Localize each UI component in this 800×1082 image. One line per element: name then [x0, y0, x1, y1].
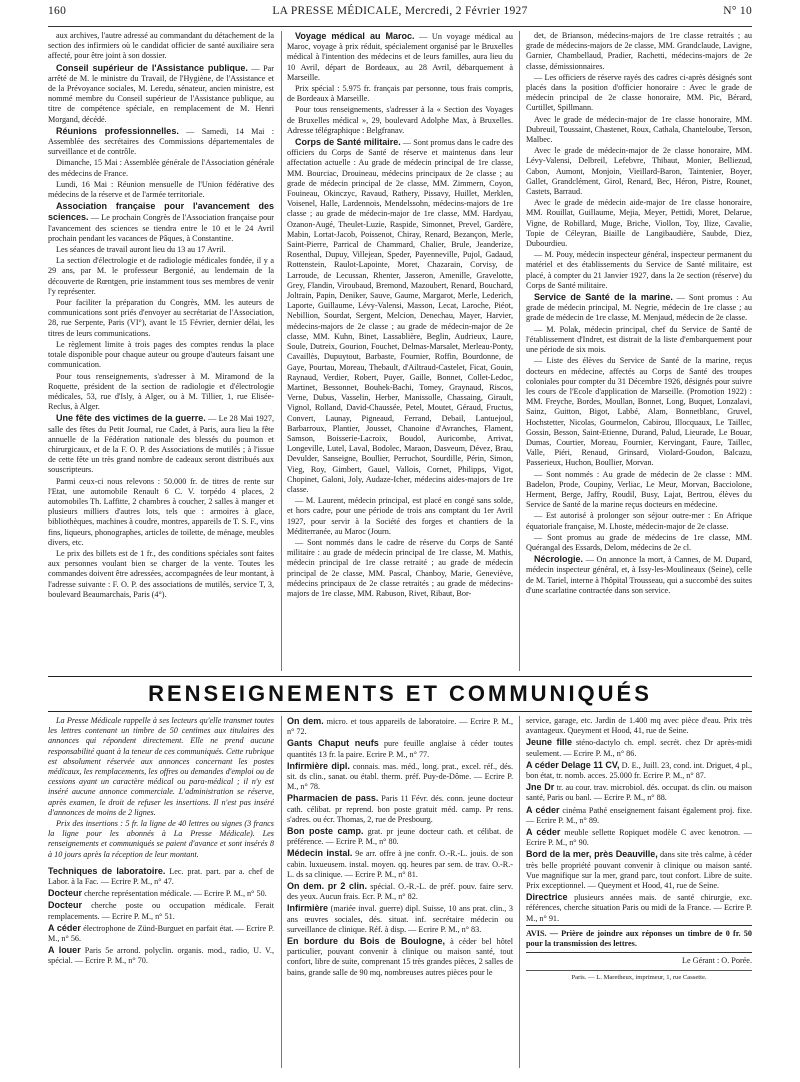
classified-ad-heading: A louer	[48, 945, 81, 956]
news-item-heading: Nécrologie.	[534, 554, 584, 565]
classified-ad-text: à céder bel hôtel particulier, pouvant convenir à clinique ou maison santé, tout confort, libre de suite, comprenant 15 très grandes pièces, 2 salles de bains, grande salle de 90 mq, nombreuses autres pièces pour le	[287, 937, 513, 977]
classified-ad-heading: Directrice	[526, 892, 568, 903]
classified-ad-heading: Gants Chaput neufs	[287, 738, 379, 749]
classified-ad-heading: Jne Dr	[526, 782, 555, 793]
ads-list-2	[287, 716, 513, 978]
classified-ad	[526, 716, 752, 736]
news-item-heading: Service de Santé de la marine.	[534, 292, 673, 303]
classified-ad-heading: Docteur	[48, 888, 83, 899]
classified-ad-heading: Infirmière dipl.	[287, 760, 350, 771]
news-item-text: — Samedi, 14 Mai : Assemblée des secrétaires des Commissions départementales de surveillance et de contrôle.	[48, 126, 274, 157]
classified-ad-heading: A céder	[526, 827, 561, 838]
classified-ad-heading: A céder Delage 11 CV,	[526, 759, 620, 770]
classified-ad-text: pure feuille anglaise à céder toutes quantités 13 fr. la paire. Ecrire P. M., n° 77.	[287, 739, 513, 759]
news-item	[287, 105, 513, 136]
news-item-heading: Corps de Santé militaire.	[295, 137, 401, 148]
classified-ad-heading: Bon poste camp.	[287, 826, 364, 837]
news-item-text: Dimanche, 15 Mai : Assemblée générale de l'Association générale des médecins de France.	[48, 158, 274, 178]
news-item-text: — On annonce la mort, à Cannes, de M. Dupard, médecin inspecteur général, et, à Issy-les-Moulineaux (Seine), celle de M. Tariel, interne à l'hôpital Trousseau, qui a succombé des suites d'une scarlatine contractée dans son service.	[526, 555, 752, 595]
news-item-text: — Le prochain Congrès de l'Association française pour l'avancement des sciences se tiendra entre le 10 et le 24 Avril prochain pendant les vacances de Pâques, à Constantine.	[48, 213, 274, 243]
classified-ad-heading: Infirmière	[287, 903, 329, 914]
column-divider	[519, 31, 520, 671]
classified-ad-text: plusieurs années mais. de santé chirurgie, exc. références, cherche situation Paris ou midi de la France. — Ecrire P. M., n° 91.	[526, 893, 752, 923]
classified-ad-text: électrophone de Zünd-Burguet en parfait état. — Ecrire P. M., n° 56.	[48, 923, 274, 944]
news-item-text: — M. Pouy, médecin inspecteur général, inspecteur permanent du matériel et des établissements du Service de Santé militaire, est placé, à compter du 21 Janvier 1927, dans la 2e section (réserve) du Corps de Santé militaire.	[526, 250, 752, 290]
classified-ad	[526, 760, 752, 781]
news-item-text: — Sont promus : Au grade de médecin principal, M. Negrie, médecin de 1re classe ; au grade de médecin de 1re classe, M. Menjaud, médecin de 2e classe.	[526, 293, 752, 323]
classified-ad-text: D. E., Juill. 23, cond. int. Driguet, 4 pl., bon état, tr. nomb. acces. 25.000 fr. Ecrire P. M., n° 87.	[526, 760, 752, 781]
classified-ad	[526, 782, 752, 803]
avis-notice: AVIS. — Prière de joindre aux réponses un timbre de 0 fr. 50 pour la transmission des lettres.	[526, 925, 752, 953]
news-item-text: — M. Polak, médecin principal, chef du Service de Santé de l'établissement d'Indret, est distrait de la liste d'embarquement pour une période de six mois.	[526, 324, 752, 355]
news-item-text: — M. Laurent, médecin principal, est placé en congé sans solde, et hors cadre, pour une période de trois ans comptant du 1er Avril 1927, pour servir à la Société des forges et chantiers de la Méditerranée, au Maroc (Journ.	[287, 496, 513, 536]
news-item-text: — Sont promus au grade de médecins de 1re classe, MM. Quérangal des Essards, Delom, médecins de 2e cl.	[526, 532, 752, 552]
news-item-text: Parmi ceux-ci nous relevons : 50.000 fr. de titres de rente sur l'Etat, une automobile Renault 6 C. V. torpédo 4 places, 2 automobiles Th. Laffitte, 2 chambres à coucher, 2 salles à manger et plusieurs milliers d'autres lots, tels que : armoires à glace, bibliothèques, machines à coudre, montres, appareils de T. S. F., vins fins, liqueurs, phonographes, articles de toilette, de ménage, meubles divers, etc.	[48, 476, 274, 547]
news-item-heading: Une fête des victimes de la guerre.	[56, 413, 206, 424]
classified-ad	[48, 888, 274, 899]
classified-ad-text: cinéma Pathé enseignement faisant également proj. fixe. — Ecrire P. M., n° 89.	[526, 805, 752, 825]
classified-ad	[526, 805, 752, 826]
classified-ad	[48, 866, 274, 887]
news-item	[526, 511, 752, 531]
column-divider	[519, 716, 520, 1068]
news-item-text: Le règlement limite à trois pages des comptes rendus la place totale disponible pour chaque auteur ou groupe d'auteurs faisant une communication.	[48, 339, 274, 370]
classified-ad-text: micro. et tous appareils de laboratoire. — Ecrire P. M., n° 72.	[287, 717, 513, 737]
classified-ad-text: cherche poste ou occupation médicale. Ferait remplacements. — Ecrire P. M., n° 51.	[48, 901, 274, 921]
classified-ad	[287, 716, 513, 737]
issue-number: N° 10	[723, 5, 752, 17]
classified-ad-heading: Pharmacien de pass.	[287, 793, 379, 804]
classified-ad	[526, 892, 752, 924]
news-item	[526, 292, 752, 324]
classified-ad-text: (mariée inval. guerre) dipl. Suisse, 10 ans prat. clin., 3 ans œuvres sociales, dés. situat. inf. secrétaire médecin ou surveillance de clinique. Réf. à disp. — Ecrire P. M., n° 83.	[287, 904, 513, 934]
classified-ad-heading: Médecin instal.	[287, 848, 353, 859]
news-item-text: Pour tous renseignements, s'adresser à la « Section des Voyages de Bruxelles médical », 29, boulevard Adolphe Max, à Bruxelles. Adresse télégraphique : Belgfranav.	[287, 105, 513, 135]
running-title: LA PRESSE MÉDICALE, Mercredi, 2 Février 1927	[272, 5, 528, 17]
classified-ad-text: Paris 5e arrond. polyclin. organis. mod., radio, U. V., spécial. — Ecrire P. M., n° 70.	[48, 946, 274, 966]
news-item-text: Le prix des billets est de 1 fr., des conditions spéciales sont faites aux personnes voulant bien se charger de la vente. Toutes les commandes doivent être adressées, accompagnées de leur montant, à l'adresse suivante : F. O. P. des associations de mutilés, service T, 3, boulevard Beaumarchais, Paris (4°).	[48, 548, 274, 599]
classified-ad-text: tr. au cour. trav. microbiol. dés. occupat. ds clin. ou maison santé, Paris ou banl. — Ecrire P. M., n° 88.	[526, 783, 752, 803]
news-item	[48, 180, 274, 200]
ads-list-3	[526, 716, 752, 924]
news-item	[48, 372, 274, 413]
news-item-text: — Un voyage médical au Maroc, voyage à prix réduit, spécialement organisé par le Bruxelles médical à l'intention des médecins et de leurs familles, aura lieu du 10 Avril, départ de Bordeaux, au 28 Avril, débarquement à Marseille.	[287, 32, 513, 82]
classified-ad-text: Paris 11 Févr. dés. conn. jeune docteur cath. célibat. pr reprend. bon poste gratuit méd. camp. Pr rens. s'adres. ou écr. Thomas, 2, rue de Presbourg.	[287, 794, 513, 824]
news-item	[526, 325, 752, 356]
news-item	[526, 554, 752, 596]
news-item-text: Lundi, 16 Mai : Réunion mensuelle de l'Union fédérative des médecins de la réserve et de l'armée territoriale.	[48, 179, 274, 200]
news-item-text: Pour tous renseignements, s'adresser à M. Miramond de la Roquette, président de la section de radiologie et d'électrologie médicales, 53, rue d'Isly, à Alger, ou à M. Tillier, 1, rue Elisée-Reclus, à Alger.	[48, 371, 274, 412]
gerant-signature: Le Gérant : O. Porée.	[681, 956, 752, 966]
running-header	[48, 0, 752, 27]
news-item-text: Avec le grade de médecin aide-major de 1re classe honoraire, MM. Rouillat, Guillaume, Mejia, Meyer, Pettidi, Moret, Delarue, Vigne, de Robillard, Muge, Briche, Viollon, Toy, Ilize, Cavalie, Topie de Céleyran, Biaille de Langibaudière, Saubde, Diez, Dubourdieu.	[526, 198, 752, 249]
classified-ad-heading: Jeune fille	[526, 737, 572, 748]
classified-ad	[287, 738, 513, 759]
section-banner-title: RENSEIGNEMENTS ET COMMUNIQUÉS	[148, 681, 652, 706]
classified-ad	[48, 945, 274, 966]
news-item-text: Pour faciliter la préparation du Congrès, MM. les auteurs de communications sont priés d'envoyer au secrétariat de l'Association, 28, rue Serpente, Paris (VI°), avant le 15 Février, dernier délai, les titres de leurs communications.	[48, 298, 274, 338]
classified-ad	[287, 881, 513, 902]
news-column-3	[526, 31, 752, 671]
classified-ad	[287, 826, 513, 847]
news-item-text: Prix spécial : 5.975 fr. français par personne, tous frais compris, de Bordeaux à Marseille.	[287, 84, 513, 104]
news-item-text: — Le 28 Mai 1927, salle des fêtes du Petit Journal, rue Cadet, à Paris, aura lieu la fête annuelle de la Fédération nationale des blessés du poumon et chirurgicaux, et de la F. O. P. des Associations de mutilés ; à l'issue de cette fête un très grand nombre de cadeaux seront distribués aux souscripteurs.	[48, 414, 274, 475]
classified-ad	[526, 849, 752, 891]
notice-paragraph: La Presse Médicale rappelle à ses lecteurs qu'elle transmet toutes les lettres contenant un timbre de 50 centimes aux titulaires des annonces qui répondent directement. Elle ne prend aucune responsabilité quant à la teneur de ces communiqués. Cette rubrique est absolument réservée aux annonces concernant les postes médicaux, les remplacements, les offres ou demandes d'emploi ou de cessions ayant un caractère médical ou para-médical ; il n'y est inséré aucune annonce commerciale. L'administration se réserve, après examen, le droit de refuser les insertions. Il n'est pas inséré d'annonces de moins de 2 lignes.	[48, 716, 274, 817]
news-item	[526, 31, 752, 72]
news-item	[48, 245, 274, 255]
news-item-heading: Réunions professionnelles.	[56, 125, 179, 136]
classified-ad-text: grat. pr jeune docteur cath. et célibat. de préférence. — Ecrire P. M., n° 80.	[287, 827, 513, 847]
news-item	[48, 340, 274, 371]
classified-ad	[287, 848, 513, 880]
column-divider	[281, 716, 282, 1068]
news-item	[287, 496, 513, 537]
classified-ad-heading: Bord de la mer, près Deauville,	[526, 849, 658, 860]
classified-ad-heading: Techniques de laboratoire.	[48, 865, 166, 876]
classified-ad	[526, 737, 752, 758]
news-item	[287, 137, 513, 495]
classified-ad	[526, 827, 752, 848]
news-item	[526, 115, 752, 146]
news-item-text: aux archives, l'autre adressé au commandant du détachement de la section des infirmiers où le candidat officier de santé auxiliaire sera affecté, pour être joint à son dossier.	[48, 31, 274, 61]
news-item	[287, 84, 513, 104]
news-item	[526, 470, 752, 511]
classified-ad-text: cherche représentation médicale. — Ecrire P. M., n° 50.	[84, 889, 267, 899]
classified-ad	[287, 793, 513, 825]
classified-ad-heading: Docteur	[48, 900, 83, 911]
news-item	[48, 256, 274, 297]
notice-paragraph: Prix des insertions : 5 fr. la ligne de 40 lettres ou signes (3 francs la ligne pour les abonnés à La Presse Médicale). Les renseignements et communiqués se paient d'avance et sont insérés 8 à 10 jours après la réception de leur montant.	[48, 819, 274, 859]
news-item-text: — Liste des élèves du Service de Santé de la marine, reçus docteurs en médecine, affectés au Corps de Santé des troupes coloniales pour compter du 31 Décembre 1926, désignés pour suivre les cours de l'Ecole d'application de Marseille. (Promotion 1922) : MM. Freyche, Bordes, Moullan, Bonnet, Long, Buquet, Lonzalavi, Sainz, Guitton, Bigot, Labbé, Alam, Bonnetblanc, Gruvel, Hochstetter, Nicolas, Gourmelon, Cabirou, Illocquaux, Le Taillec, Gossin, Besson, Saint-Etienne, Durand, Palud, Lieurade, Le Bouar, Dumas, Courtier, Moreau, Fournier, Kervingant, Faure, Taillec, Valle, Piéri, Renaud, Grinsard, Violard-Goudon, Balcazu, Passerieux, Huchon, Boullier, Morvan.	[526, 356, 752, 468]
news-item	[526, 250, 752, 291]
news-item-heading: Voyage médical au Maroc.	[295, 31, 415, 41]
news-item	[526, 198, 752, 249]
news-item	[48, 126, 274, 158]
news-item-text: — Les officiers de réserve rayés des cadres ci-après désignés sont placés dans la position d'officier honoraire : Avec le grade de médecin principal de 2e classe honoraire, MM. Pic, Bérard, Curtillet, Spillmann.	[526, 72, 752, 113]
news-item-text: — Sont promus dans le cadre des officiers du Corps de Santé de réserve et maintenus dans leur affectation actuelle : Au grade de médecin principal de 1re classe, MM. Bourciac, Drouineau, médecins principaux de 2e classe ; au grade de médecin principal de 2e classe, MM. Zimmern, Coyon, Fouineau, Okinczyc, Ravaud, Rathery, Pissavy, Huillet, Merklen, Voisenel, Halle, Lardennois, Mendelssohn, médecins-majors de 1re classe ; au grade de médecin-major de 1re classe, MM. Hardyau, Ozanon-Augé, Theulet-Luzie, Raspide, Simonnet, Prevel, Gardère, Mabin, Lortat-Jacob, Poissenot, Chiray, Renard, Bezançon, Merle, Saint-Pierre, Parrical de Chammard, Chalier, Brule, Jeanderize, Rosenthal, Dupuy, Villejean, Speder, Payenneville, Pujol, Gadaud, Rottenstein, Raulot-Lapointe, Moret, Chazarain, Corvisy, de Larroude, de Lecussan, Rhenter, Jasseron, Amenille, Gravelotte, Grey, Flandin, Viroubaud, Bremond, Mazoubert, Renard, Bouchard, Joltrain, Papin, Deniker, Sauve, Gaume, Margarot, Merle, Lederich, Laporte, Guillaume, Lévy-Valensi, Masson, Lecat, Laroche, Piéot, Nebillion, Sourdat, Sergent, Melcion, Denechau, Mayer, Harvier, médecins-majors de 2e classe ; au grade de médecin-major de 2e classe, MM. Kuhn, Binet, Lassablière, Beglin, Audrieux, Laure, Soule, Dutreix, Gourion, Fouchet, Delmas-Marsalet, Merleau-Ponty, Cavaillès, Dupuytout, Barbaste, Fournier, Roffin, Bourdonne, de Gaye, Pourtau, Moreau, Thebault, d'Ailtraud-Castelet, Ficat, Gouin, Raynaud, Verdier, Robert, Puyer, Gaille, Bonnet, Collet-Ledoc, Martinet, Bessonnet, Bouhek-Bachi, Tomey, Graynaud, Riscos, Verne, Dubus, Vasselin, Herber, Manissolle, Chassaing, Girault, Vignol, Rolland, David-Chaussée, Petel, Moutet, Géraud, Fructus, Convert, Launay, Pigneaud, Ferrand, Debail, Lantuejoul, Barbarroux, Plantier, Jousset, Chanoine d'Avranches, Flament, Samson, Boisserie-Lacroix, Boudol, Auricombe, Arrivat, Longeville, Lutel, Laval, Bodolec, Maraon, Dasveum, Dévez, Brau, Devulder, Sanseigne, Boullier, Perruchot, Sourdille, Périn, Simon, Vieg, Roy, Gimbert, Gauel, Vallois, Cornet, Philipps, Vigot, Chopinet, Galoni, Joly, Audaze-Icher, médecins aides-majors de 1re classe.	[287, 138, 513, 494]
news-item-text: La section d'électrologie et de radiologie médicales fondée, il y a 29 ans, par M. le professeur Bergonié, au lendemain de la découverte de Rœntgen, prie instamment tous ses membres de venir l'y représenter.	[48, 256, 274, 296]
news-item-text: Les séances de travail auront lieu du 13 au 17 Avril.	[56, 245, 226, 255]
classifieds-column-2	[287, 716, 513, 1068]
news-item-text: — Sont nommés dans le cadre de réserve du Corps de Santé militaire : au grade de médecin principal de 1re classe, M. Mathis, médecin principal de 1re classe retraité ; au grade de médecin principal de 2e classe, MM. Pascal, Chanboy, Marie, Geneviève, médecins principaux de 2e classe retraités ; au grade de médecins-majors de 1re classe, MM. Rabuson, Rivet, Ribaut, Bor-	[287, 537, 513, 598]
news-item	[48, 413, 274, 475]
news-item	[287, 31, 513, 83]
classified-ad-heading: On dem.	[287, 716, 324, 726]
news-item	[48, 158, 274, 178]
classified-ad-heading: En bordure du Bois de Boulogne,	[287, 936, 446, 947]
classified-ad	[48, 923, 274, 944]
classified-ad-text: 9e arr. offre à jne confr. O.-R.-L. jouis. de son cabin. luxueusem. instal. moyen. qq. heures par sem. de trav. O.-R.-L. ds sa clinique. — Ecrire P. M., n° 81.	[287, 849, 513, 879]
news-item-text: — Est autorisé à prolonger son séjour outre-mer : En Afrique équatoriale française, M. Lhoste, médecin-major de 2e classe.	[526, 511, 752, 531]
classified-ad-text: meuble sellette Ropiquet modèle C avec kenotron. — Ecrire P. M., n° 90.	[526, 828, 752, 848]
classifieds-column-1	[48, 716, 274, 1068]
classified-ad-text: dans site très calme, à céder très belle propriété pouvant convenir à clinique ou maison santé. Vue magnifique sur la mer, grand parc, tout confort. Libre de suite. Prix exceptionnel. — Queyment et Hood, 41, rue de Seine.	[526, 850, 752, 891]
news-column-2	[287, 31, 513, 671]
printer-imprint: Paris. — L. Maretheux, imprimeur, 1, rue Cassette.	[526, 970, 752, 983]
news-column-1	[48, 31, 274, 671]
news-item	[48, 477, 274, 548]
news-item	[48, 549, 274, 600]
classified-ad-text: connais. mas. méd., long. prat., excel. réf., dés. sit. ds clin., sanat. ou établ. therm. préf. Puy-de-Dôme. — Ecrire P. M., n° 78.	[287, 761, 513, 792]
news-item-heading: Association française pour l'avancement des sciences.	[48, 201, 274, 223]
classified-ad-text: spécial. O.-R.-L. de préf. pouv. faire serv. des yeux. Aucun frais. Ecr. P. M., n° 82.	[287, 882, 513, 902]
classified-ad	[287, 936, 513, 978]
classified-ad-text: Lec. prat. part. par a. chef de Labor. à la Fac. — Ecrire P. M., n° 47.	[48, 866, 274, 887]
classifieds-notice	[48, 716, 274, 860]
news-item	[526, 146, 752, 197]
ads-list-1	[48, 866, 274, 967]
news-item	[48, 201, 274, 244]
news-item-text: det, de Brianson, médecins-majors de 1re classe retraités ; au grade de médecins-majors de 2e classe, MM. Grandclaude, Lavigne, Garnier, Chambellaud, Pradier, Rachetti, médecins-majors de 2e classe, démissionnaires.	[526, 31, 752, 71]
classifieds-column-3	[526, 716, 752, 1068]
news-item-heading: Conseil supérieur de l'Assistance publique.	[56, 62, 248, 73]
classified-ad-text: service, garage, etc. Jardin de 1.400 mq avec pièce d'eau. Prix très avantageux. Queyment et Hood, 41, rue de Seine.	[526, 716, 752, 736]
classified-ad-heading: A céder	[48, 922, 81, 933]
news-item-text: — Par arrêté de M. le ministre du Travail, de l'Hygiène, de l'Assistance et de la Prévoyance sociales, M. Leredu, sénateur, ancien ministre, est nommé membre du Conseil supérieur de l'Assistance publique, au titre de compétence spéciale, en remplacement de M. Henri Morgand, décédé.	[48, 63, 274, 124]
news-item	[526, 73, 752, 114]
classified-ad-heading: A céder	[526, 804, 560, 815]
news-item-text: — Sont nommés : Au grade de médecin de 2e classe : MM. Badelon, Prode, Coupiny, Verliac, Le Meur, Morvan, Bacciolone, Herment, Berge, Jaffry, Roudil, Busy, Lajat, Bertrou, élèves du Service de Santé de la marine reçus docteurs en médecine.	[526, 469, 752, 510]
section-banner	[48, 676, 752, 712]
classified-ad	[287, 761, 513, 793]
page-number: 160	[48, 5, 67, 17]
news-item	[48, 31, 274, 62]
news-item	[48, 63, 274, 125]
news-item	[287, 538, 513, 599]
news-item	[526, 356, 752, 468]
classified-ad	[48, 900, 274, 921]
news-item	[48, 298, 274, 339]
news-item-text: Avec le grade de médecin-major de 1re classe honoraire, MM. Dubreuil, Toussaint, Chastenet, Roux, Cathala, Chanteloube, Terson, Malbec.	[526, 114, 752, 145]
news-item	[526, 533, 752, 553]
news-item-text: Avec le grade de médecin-major de 2e classe honoraire, MM. Lévy-Valensi, Delbreil, Lefebvre, Thibaut, Monier, Belliezud, Cabon, Aumont, Monjoin, Vieillard-Baron, Taintenier, Boyer, Gallet, Grandclément, Girol, Renard, Bec, Héron, Pistre, Rounet, Castets, Barraud.	[526, 146, 752, 197]
column-divider	[281, 31, 282, 671]
classified-ad-heading: On dem. pr 2 clin.	[287, 881, 368, 892]
classified-ad	[287, 903, 513, 935]
classified-ad-text: sténo-dactylo ch. empl. secrét. chez Dr après-midi seulement. — Ecrire P. M., n° 86.	[526, 738, 752, 758]
